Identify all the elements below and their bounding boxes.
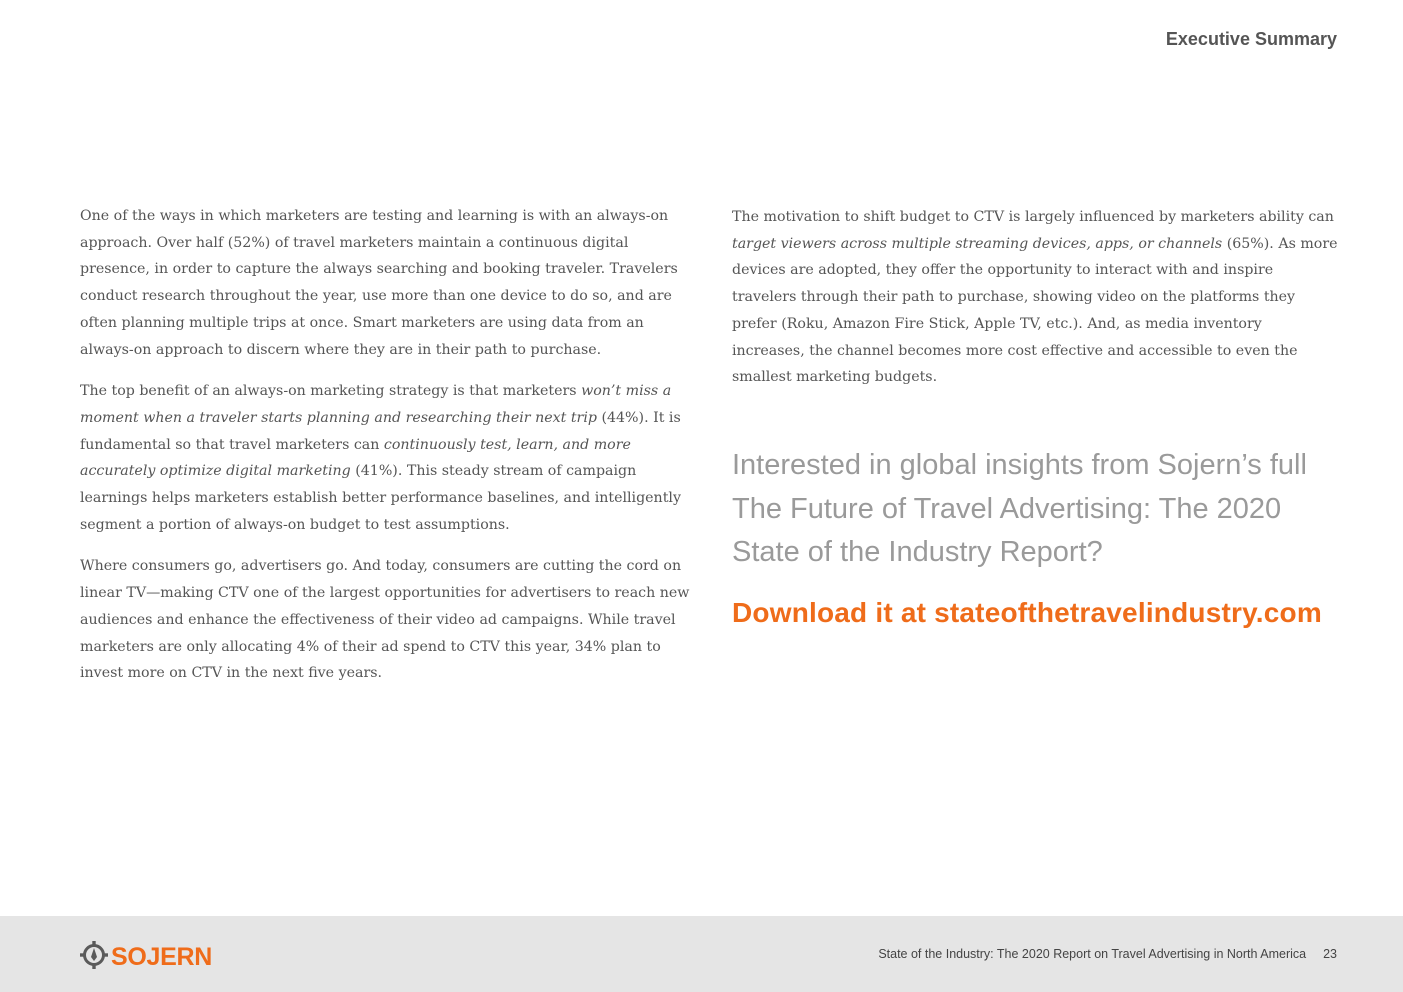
logo-wordmark: SOJERN [111,942,213,971]
paragraph-top-benefit [80,378,692,538]
paragraph-ctv-motivation [732,204,1338,391]
section-label: Executive Summary [1165,29,1337,49]
page-number: 23 [1323,947,1337,961]
compass-crosshair-icon [80,940,108,974]
cta-question: Interested in global insights from Sojern’s full The Future of Travel Advertising: The 2020 State of the Industry Report? [732,449,1307,568]
paragraph-ctv-opportunity: Where consumers go, advertisers go. And today, consumers are cutting the cord on linear TV—making CTV one of the largest opportunities for advertisers to reach new audiences and enhance the effectiveness of their video ad campaigns. While travel marketers are only allocating 4% of their ad spend to CTV this year, 34% plan to invest more on CTV in the next five years. [80,558,690,682]
right-column [732,204,1338,406]
paragraph-always-on: One of the ways in which marketers are testing and learning is with an always-on approach. Over half (52%) of travel marketers maintain a continuous digital presence, in order to capture the always searching and booking traveler. Travelers conduct research throughout the year, use more than one device to do so, and are often planning multiple trips at once. Smart marketers are using data from an always-on approach to discern where they are in their path to purchase. [80,208,678,358]
footer-meta [878,947,1337,961]
text-run: (65%). As more devices are adopted, they offer the opportunity to interact with and inspire travelers through their path to purchase, showing video on the platforms they prefer (Roku, Amazon Fire Stick, Apple TV, etc.). And, as media inventory increases, the channel becomes more cost effective and accessible to even the smallest marketing budgets. [732,235,1338,386]
page-footer [0,916,1403,992]
emphasis-run: won’t miss a moment when a traveler starts planning and researching their next trip [80,383,672,426]
text-run: (41%). This steady stream of campaign learnings helps marketers establish better performance baselines, and intelligently segment a portion of always-on budget to test assumptions. [80,463,681,533]
sojern-logo [80,940,212,974]
emphasis-run: continuously test, learn, and more accurately optimize digital marketing [80,436,631,480]
emphasis-run: target viewers across multiple streaming devices, apps, or channels [732,235,1223,252]
text-run: The motivation to shift budget to CTV is largely influenced by marketers ability can [732,209,1334,225]
left-column [80,203,692,702]
report-title: State of the Industry: The 2020 Report on Travel Advertising in North America [878,947,1307,961]
text-run: The top benefit of an always-on marketing strategy is that marketers [80,383,582,400]
call-to-action [732,444,1352,629]
download-link[interactable]: Download it at stateofthetravelindustry.com [732,596,1322,628]
text-run: (44%). It is fundamental so that travel marketers can [80,409,681,453]
